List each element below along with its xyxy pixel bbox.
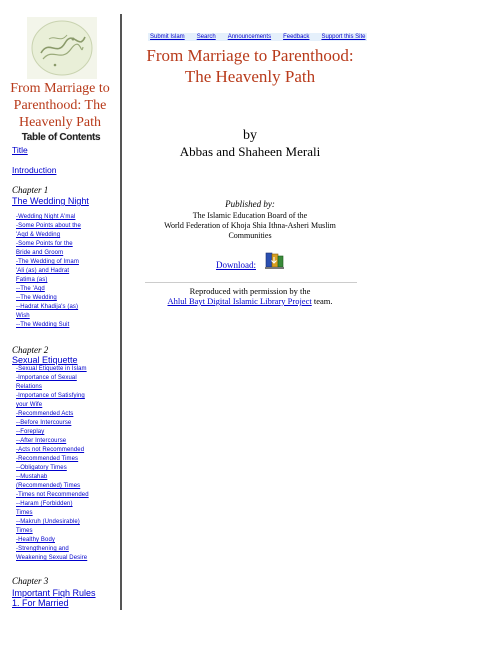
nav-search[interactable]: Search [196,34,216,40]
section-link[interactable]: Relations [16,384,42,390]
section-link[interactable]: (Recommended) Times [16,483,81,489]
section-link[interactable]: your Wife [16,402,43,408]
nav-feedback[interactable]: Feedback [283,34,310,40]
title-link[interactable]: Title [12,145,28,155]
section-link[interactable]: -Recommended Times [16,456,79,462]
publisher-line: Communities [228,231,272,240]
horizontal-rule [145,282,357,283]
section-link[interactable]: -Healthy Body [16,537,55,543]
section-link[interactable]: Weakening Sexual Desire [16,555,88,561]
section-link[interactable]: --Haram (Forbidden) [16,501,73,507]
download-books-icon[interactable] [263,251,285,271]
section-link[interactable]: Times [16,528,33,534]
chapter-3-link[interactable]: Important Fiqh Rules [12,588,96,598]
section-link[interactable]: -Importance of Satisfying [16,393,85,399]
authors: Abbas and Shaheen Merali [179,144,321,159]
calligraphy-logo [27,17,97,79]
sidebar-divider [120,14,122,610]
sidebar [0,0,122,610]
section-link[interactable]: --After Intercourse [16,438,67,444]
section-link[interactable]: --Foreplay [16,429,45,435]
reproduction-credit [140,286,360,306]
section-link[interactable]: Wish [16,313,30,319]
table-of-contents-heading: Table of Contents [21,132,101,143]
section-link[interactable]: --The Wedding Suit [16,322,70,328]
publisher-line: The Islamic Education Board of the [192,211,308,220]
section-link[interactable]: -The Wedding of Imam [16,259,79,265]
reproduction-prefix: Reproduced with permission by the [189,286,311,296]
section-link[interactable]: -Strengthening and [16,546,69,552]
section-link[interactable]: -Wedding Night A'mal [16,214,76,220]
top-navigation [148,33,367,41]
section-link[interactable]: -Recommended Acts [16,411,74,417]
section-link[interactable]: -Sexual Etiquette in Islam [16,366,87,372]
introduction-link[interactable]: Introduction [12,165,57,175]
section-link[interactable]: Times [16,510,33,516]
publisher-info [140,211,360,241]
chapter-1-link[interactable]: The Wedding Night [12,196,89,206]
section-link[interactable]: --The 'Aqd [16,286,45,292]
section-link[interactable]: 'Aqd & Wedding [16,232,61,238]
chapter-2-number: Chapter 2 [12,345,49,355]
section-link[interactable]: --Mustahab [16,474,48,480]
publisher-line: World Federation of Khoja Shia Ithna-Asheri Muslim [164,221,336,230]
dilp-link[interactable]: Ahlul Bayt Digital Islamic Library Project [167,296,312,306]
section-link[interactable]: --Obligatory Times [16,465,67,471]
section-link[interactable]: --Makruh (Undesirable) [16,519,80,525]
section-link[interactable]: -Times not Recommended [16,492,89,498]
section-link[interactable]: --Hadrat Khadija's (as) [16,304,79,310]
section-link[interactable]: -Some Points about the [16,223,81,229]
nav-announcements[interactable]: Announcements [227,34,272,40]
by-label: by [243,128,257,143]
nav-support[interactable]: Support this Site [321,34,366,40]
page-title: From Marriage to Parenthood: The Heavenly Path [146,46,354,86]
section-link[interactable]: -Acts not Recommended [16,447,85,453]
chapter-1-sections [16,213,120,330]
section-link[interactable]: -Some Points for the [16,241,73,247]
section-link[interactable]: --The Wedding [16,295,57,301]
download-link[interactable]: Download: [216,260,256,270]
reproduction-suffix: team. [311,296,333,306]
section-link[interactable]: --Before Intercourse [16,420,72,426]
section-link[interactable]: -Importance of Sexual [16,375,77,381]
section-link[interactable]: Fatima (as) [16,277,48,283]
section-link[interactable]: 'Ali (as) and Hadrat [16,268,70,274]
section-link[interactable]: Bride and Groom [16,250,64,256]
published-by-label: Published by: [225,199,275,209]
chapter-1-number: Chapter 1 [12,185,49,195]
nav-submit-islam[interactable]: Submit Islam [150,34,185,40]
chapter-2-link[interactable]: Sexual Etiquette [12,355,78,365]
chapter-3-subsection-link[interactable]: 1. For Married [12,598,69,608]
sidebar-book-title: From Marriage to Parenthood: The Heavenly Path [10,81,110,130]
chapter-2-sections [16,365,120,563]
chapter-3-number: Chapter 3 [12,576,49,586]
